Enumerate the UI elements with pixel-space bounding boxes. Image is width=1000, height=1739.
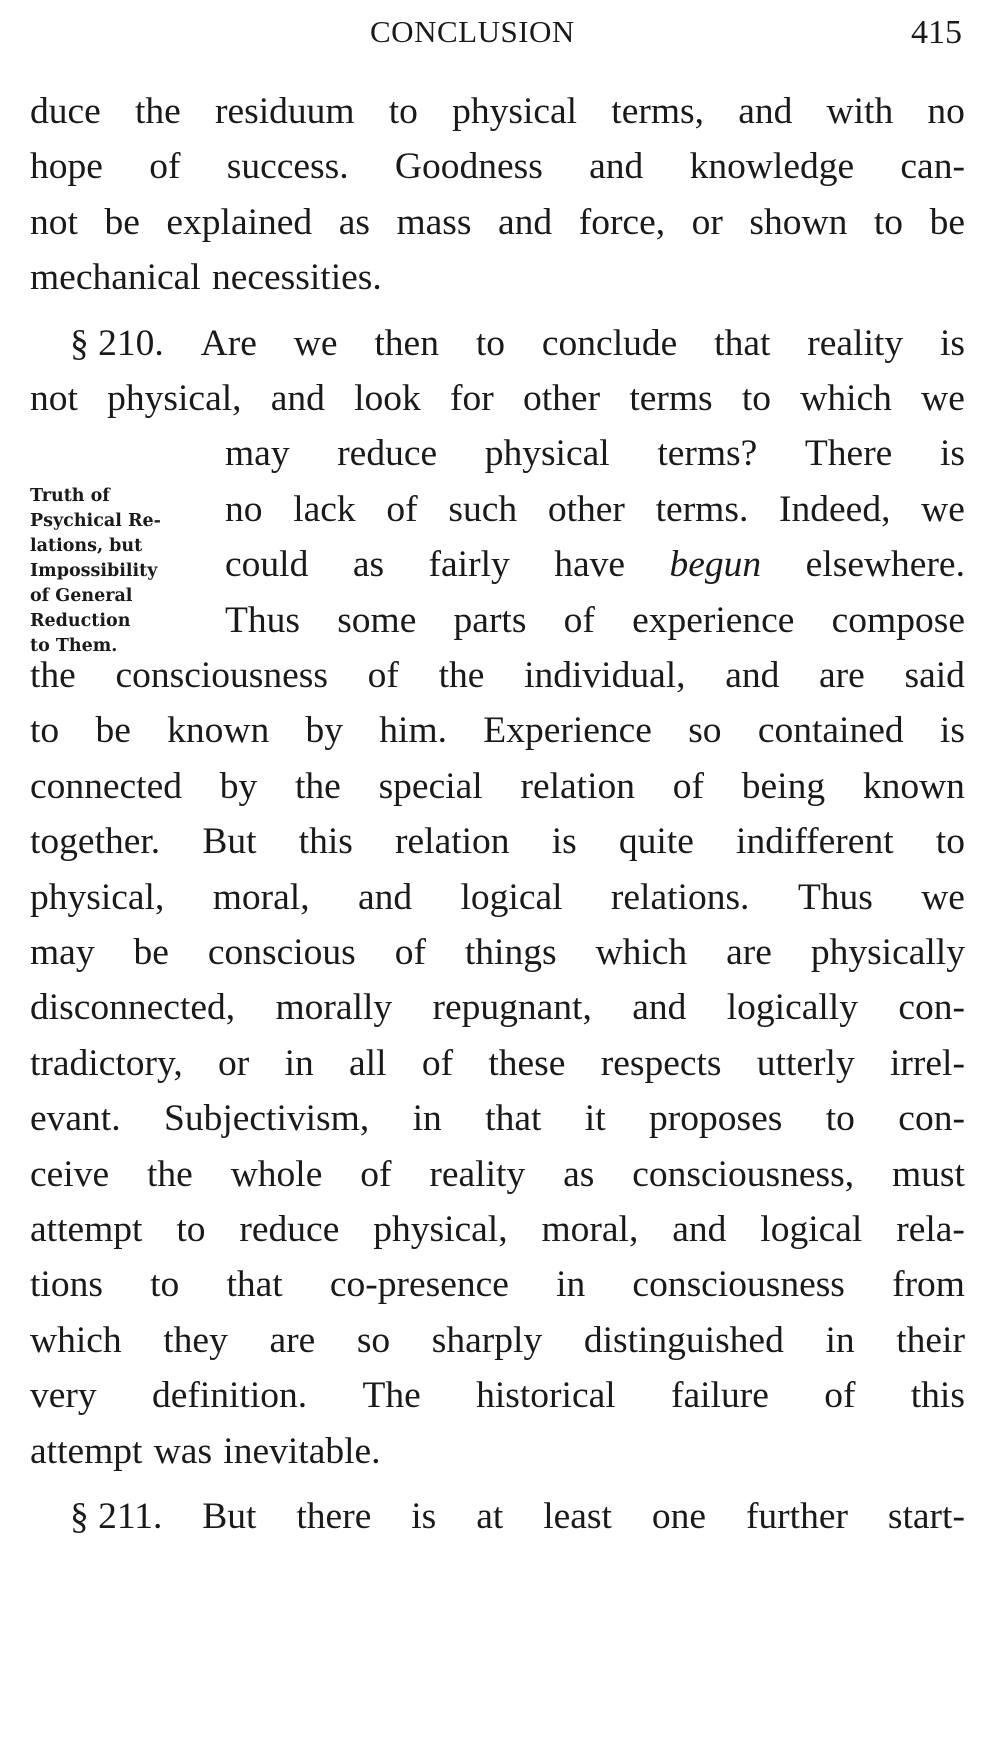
word: fairly (428, 544, 510, 586)
word: inevitable. (223, 1430, 381, 1472)
word: distinguished (583, 1319, 784, 1361)
word: and (589, 146, 644, 188)
word: quite (618, 821, 694, 863)
page-number: 415 (911, 14, 962, 51)
word: these (488, 1042, 566, 1084)
word: look (354, 378, 421, 419)
word: together. (30, 821, 161, 863)
word: we (921, 876, 965, 918)
word: in (556, 1264, 586, 1306)
word: lack (293, 488, 356, 530)
word: begun (669, 544, 762, 586)
word: and (498, 201, 553, 243)
word: reality (807, 322, 904, 364)
running-title: CONCLUSION (370, 14, 575, 49)
word: terms (629, 378, 713, 419)
word: that (226, 1264, 283, 1306)
word: tions (30, 1264, 103, 1306)
word: But (202, 1496, 257, 1537)
word: irrel- (889, 1042, 965, 1084)
word: being (741, 765, 826, 807)
marginal-sidenote (30, 484, 220, 659)
sidenote-line: of General (30, 586, 133, 606)
word: to (873, 201, 904, 243)
word: to (388, 91, 418, 132)
text-line (30, 1040, 965, 1088)
word: contained (757, 710, 904, 752)
word: shown (749, 201, 848, 243)
word: as (563, 1153, 595, 1195)
word: parts (453, 599, 527, 641)
word: But (202, 821, 257, 863)
text-line (225, 541, 965, 589)
sidenote-line: Truth of (30, 486, 110, 506)
word: reduce (337, 433, 438, 475)
word: moral, (212, 876, 310, 918)
text-line (30, 1151, 965, 1199)
sidenote-line: Psychical Re- (30, 511, 161, 531)
word: of (386, 488, 418, 530)
text-line (225, 430, 965, 478)
word: co-presence (329, 1264, 509, 1306)
word: elsewhere. (805, 544, 965, 586)
word: terms, (611, 91, 704, 132)
word: con- (898, 1098, 965, 1140)
word: historical (476, 1375, 616, 1417)
word: least (543, 1496, 612, 1537)
word: we (293, 322, 338, 364)
text-line (30, 818, 965, 866)
text-line (30, 88, 965, 136)
text-line (30, 375, 965, 423)
word: physical (484, 433, 610, 475)
text-line (30, 652, 965, 700)
word: reality (429, 1153, 526, 1195)
word: for (450, 378, 494, 419)
word: and (632, 987, 687, 1029)
word: that (714, 322, 771, 364)
word: not (30, 201, 78, 243)
sidenote-line: Impossibility (30, 561, 158, 581)
word: as (338, 201, 370, 243)
word: some (337, 599, 417, 641)
word: relation (395, 821, 510, 863)
word: logical (460, 876, 563, 918)
word: the (147, 1153, 193, 1195)
word: Goodness (394, 146, 543, 188)
text-line (225, 597, 965, 645)
word: by (219, 765, 258, 807)
text-line (70, 320, 965, 368)
word: evant. (30, 1098, 121, 1140)
word: respects (600, 1042, 722, 1084)
word: the (30, 655, 76, 696)
word: could (225, 544, 309, 586)
word: disconnected, (30, 987, 236, 1029)
word: physical, (30, 876, 165, 918)
sidenote-line: to Them. (30, 636, 118, 656)
word: compose (831, 599, 965, 641)
running-head (0, 14, 1000, 64)
word: in (412, 1098, 442, 1140)
word: one (651, 1496, 707, 1537)
word: mechanical (30, 257, 201, 299)
word: attempt (30, 1430, 143, 1472)
word: are (726, 932, 772, 973)
word: other (547, 488, 625, 530)
word: of (360, 1153, 392, 1195)
text-line (30, 199, 965, 247)
text-line (225, 486, 965, 534)
word: Thus (797, 876, 873, 918)
word: are (819, 655, 865, 696)
word: no (927, 91, 965, 132)
word: must (891, 1153, 965, 1195)
word: of (563, 599, 595, 641)
word: in (825, 1319, 855, 1361)
word: very (30, 1375, 97, 1417)
text-line (30, 874, 965, 922)
word: known (862, 765, 965, 807)
word: relation (520, 765, 635, 807)
word: force, (578, 201, 666, 243)
word: was (153, 1430, 213, 1472)
word: by (305, 710, 344, 752)
word: Are (200, 322, 257, 364)
word: success. (226, 146, 349, 188)
word: may (30, 932, 95, 973)
word: residuum (215, 91, 355, 132)
word: can- (900, 146, 965, 188)
word: no (225, 488, 263, 530)
word: and (738, 91, 793, 132)
word: the (134, 91, 181, 132)
text-line (30, 1261, 965, 1309)
word: further (745, 1496, 848, 1537)
word: Subjectivism, (163, 1098, 370, 1140)
word: special (378, 765, 483, 807)
word: repugnant, (432, 987, 592, 1029)
word: § 210. (70, 322, 164, 364)
word: we (921, 488, 965, 530)
word: this (298, 821, 353, 863)
word: The (362, 1375, 421, 1417)
word: of (394, 932, 426, 973)
word: with (826, 91, 894, 132)
word: is (939, 433, 965, 475)
word: as (352, 544, 385, 586)
word: at (476, 1496, 504, 1537)
word: which (595, 932, 688, 973)
word: hope (30, 146, 103, 188)
word: to (30, 710, 60, 752)
word: be (95, 710, 131, 752)
word: start- (887, 1496, 965, 1537)
word: ceive (30, 1153, 110, 1195)
text-line (30, 1095, 965, 1143)
word: from (892, 1264, 965, 1306)
word: have (554, 544, 626, 586)
word: may (225, 433, 290, 475)
word: Experience (483, 710, 652, 752)
word: consciousness (632, 1264, 845, 1306)
word: moral, (541, 1209, 639, 1250)
word: the (438, 655, 485, 696)
word: conclude (541, 322, 678, 364)
word: then (374, 322, 439, 364)
word: whole (230, 1153, 323, 1195)
text-line (30, 143, 965, 191)
word: indifferent (736, 821, 894, 863)
word: is (939, 710, 965, 752)
word: be (929, 201, 965, 243)
word: experience (632, 599, 795, 641)
word: Indeed, (779, 488, 891, 530)
word: physical, (107, 378, 242, 419)
word: mass (396, 201, 472, 243)
text-line (70, 1493, 965, 1541)
word: conscious (207, 932, 356, 973)
word: terms. (655, 488, 749, 530)
word: and (672, 1209, 727, 1250)
word: be (104, 201, 140, 243)
word: Thus (225, 599, 300, 641)
text-line (30, 1372, 965, 1420)
word: of (672, 765, 704, 807)
word: relations. (610, 876, 750, 918)
text-line (30, 763, 965, 811)
word: not (30, 378, 78, 419)
word: we (921, 378, 965, 419)
word: or (218, 1042, 250, 1084)
word: they (163, 1319, 228, 1361)
word: such (448, 488, 518, 530)
word: of (367, 655, 399, 696)
word: to (176, 1209, 206, 1250)
word: reduce (239, 1209, 340, 1250)
text-line (30, 1428, 965, 1476)
word: so (688, 710, 722, 752)
word: said (904, 655, 965, 696)
word: the (295, 765, 341, 807)
text-line (30, 1206, 965, 1254)
word: definition. (151, 1375, 308, 1417)
word: tradictory, (30, 1042, 183, 1084)
word: duce (30, 91, 101, 132)
word: this (910, 1375, 965, 1417)
word: individual, (524, 655, 686, 696)
word: § 211. (70, 1496, 163, 1537)
word: physical, (373, 1209, 508, 1250)
text-line (30, 984, 965, 1032)
word: explained (166, 201, 313, 243)
text-line (30, 1317, 965, 1365)
word: and (725, 655, 780, 696)
word: and (270, 378, 325, 419)
word: necessities. (211, 257, 382, 299)
word: consciousness, (632, 1153, 855, 1195)
word: and (357, 876, 413, 918)
word: knowledge (689, 146, 855, 188)
word: to (475, 322, 506, 364)
word: other (523, 378, 601, 419)
word: things (464, 932, 557, 973)
word: There (804, 433, 893, 475)
word: in (284, 1042, 314, 1084)
sidenote-line: lations, but (30, 536, 143, 556)
word: con- (898, 987, 965, 1029)
word: rela- (896, 1209, 965, 1250)
sidenote-line: Reduction (30, 611, 131, 631)
text-line (30, 254, 965, 302)
word: or (691, 201, 723, 243)
word: logically (726, 987, 858, 1029)
word: proposes (649, 1098, 783, 1140)
text-line (30, 707, 965, 755)
word: is (411, 1496, 437, 1537)
word: utterly (756, 1042, 855, 1084)
word: terms? (657, 433, 758, 475)
word: to (935, 821, 965, 863)
word: attempt (30, 1209, 143, 1250)
word: physically (810, 932, 965, 973)
word: there (296, 1496, 372, 1537)
word: him. (379, 710, 448, 752)
word: all (349, 1042, 387, 1084)
word: their (896, 1319, 965, 1361)
word: it (584, 1098, 606, 1140)
word: to (150, 1264, 180, 1306)
word: is (551, 821, 577, 863)
word: to (741, 378, 772, 419)
word: consciousness (115, 655, 328, 696)
word: physical (452, 91, 578, 132)
word: of (824, 1375, 856, 1417)
word: which (800, 378, 892, 419)
word: is (939, 322, 965, 364)
word: sharply (431, 1319, 543, 1361)
word: so (356, 1319, 391, 1361)
word: of (421, 1042, 454, 1084)
word: which (30, 1319, 122, 1361)
word: be (133, 932, 169, 973)
word: of (149, 146, 181, 188)
word: connected (30, 765, 182, 807)
word: known (167, 710, 270, 752)
word: logical (760, 1209, 863, 1250)
word: are (269, 1319, 316, 1361)
word: that (485, 1098, 542, 1140)
word: morally (275, 987, 393, 1029)
word: to (825, 1098, 855, 1140)
text-line (30, 929, 965, 977)
word: failure (671, 1375, 769, 1417)
